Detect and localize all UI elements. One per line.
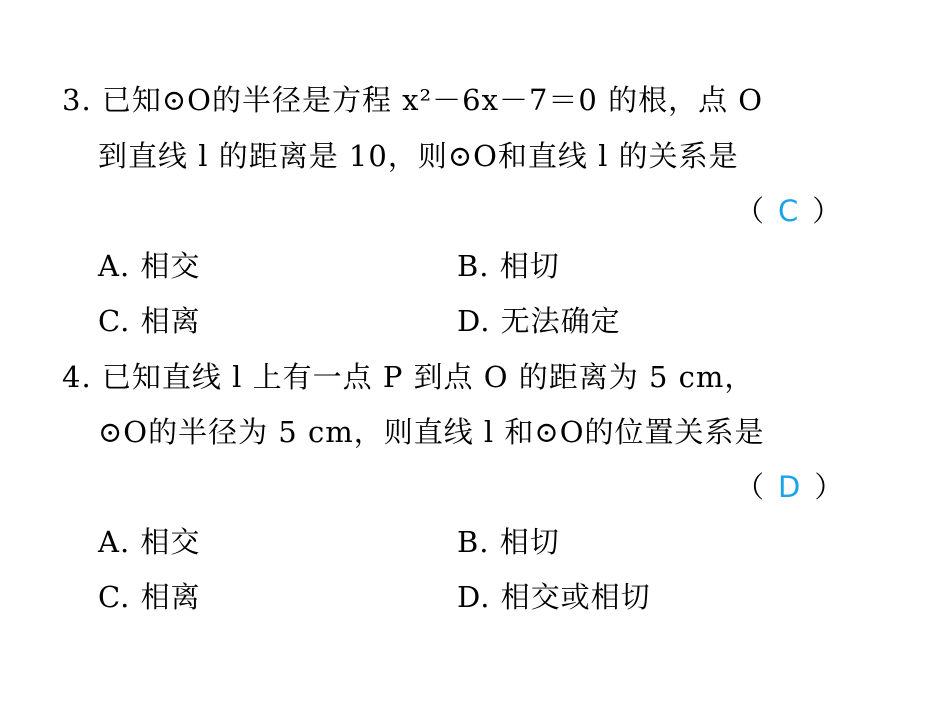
q3-stem-line1: 3. 已知⊙O的半径是方程 x²－6x－7＝0 的根，点 O — [62, 83, 764, 117]
q4-stem-line1: 4. 已知直线 l 上有一点 P 到点 O 的距离为 5 cm， — [62, 360, 755, 394]
q3-option-d: D. 无法确定 — [457, 304, 621, 338]
q3-paren-open: （ — [735, 194, 765, 228]
q4-paren-open: （ — [735, 470, 765, 504]
q4-stem-line2: ⊙O的半径为 5 cm，则直线 l 和⊙O的位置关系是 — [98, 415, 765, 449]
q3-stem-line2: 到直线 l 的距离是 10，则⊙O和直线 l 的关系是 — [98, 139, 739, 173]
q4-answer: D — [778, 470, 801, 504]
q3-answer-bracket — [735, 193, 841, 229]
q4-paren-close: ） — [814, 470, 844, 504]
q4-option-b: B. 相切 — [457, 525, 560, 559]
q4-option-a: A. 相交 — [98, 525, 201, 559]
q4-option-c: C. 相离 — [98, 580, 201, 614]
q3-option-b: B. 相切 — [457, 249, 560, 283]
q3-option-c: C. 相离 — [98, 304, 201, 338]
q3-option-a: A. 相交 — [98, 249, 201, 283]
q4-option-d: D. 相交或相切 — [457, 580, 651, 614]
q4-answer-bracket — [735, 469, 843, 505]
q3-answer: C — [778, 194, 799, 228]
q3-paren-close: ） — [812, 194, 842, 228]
